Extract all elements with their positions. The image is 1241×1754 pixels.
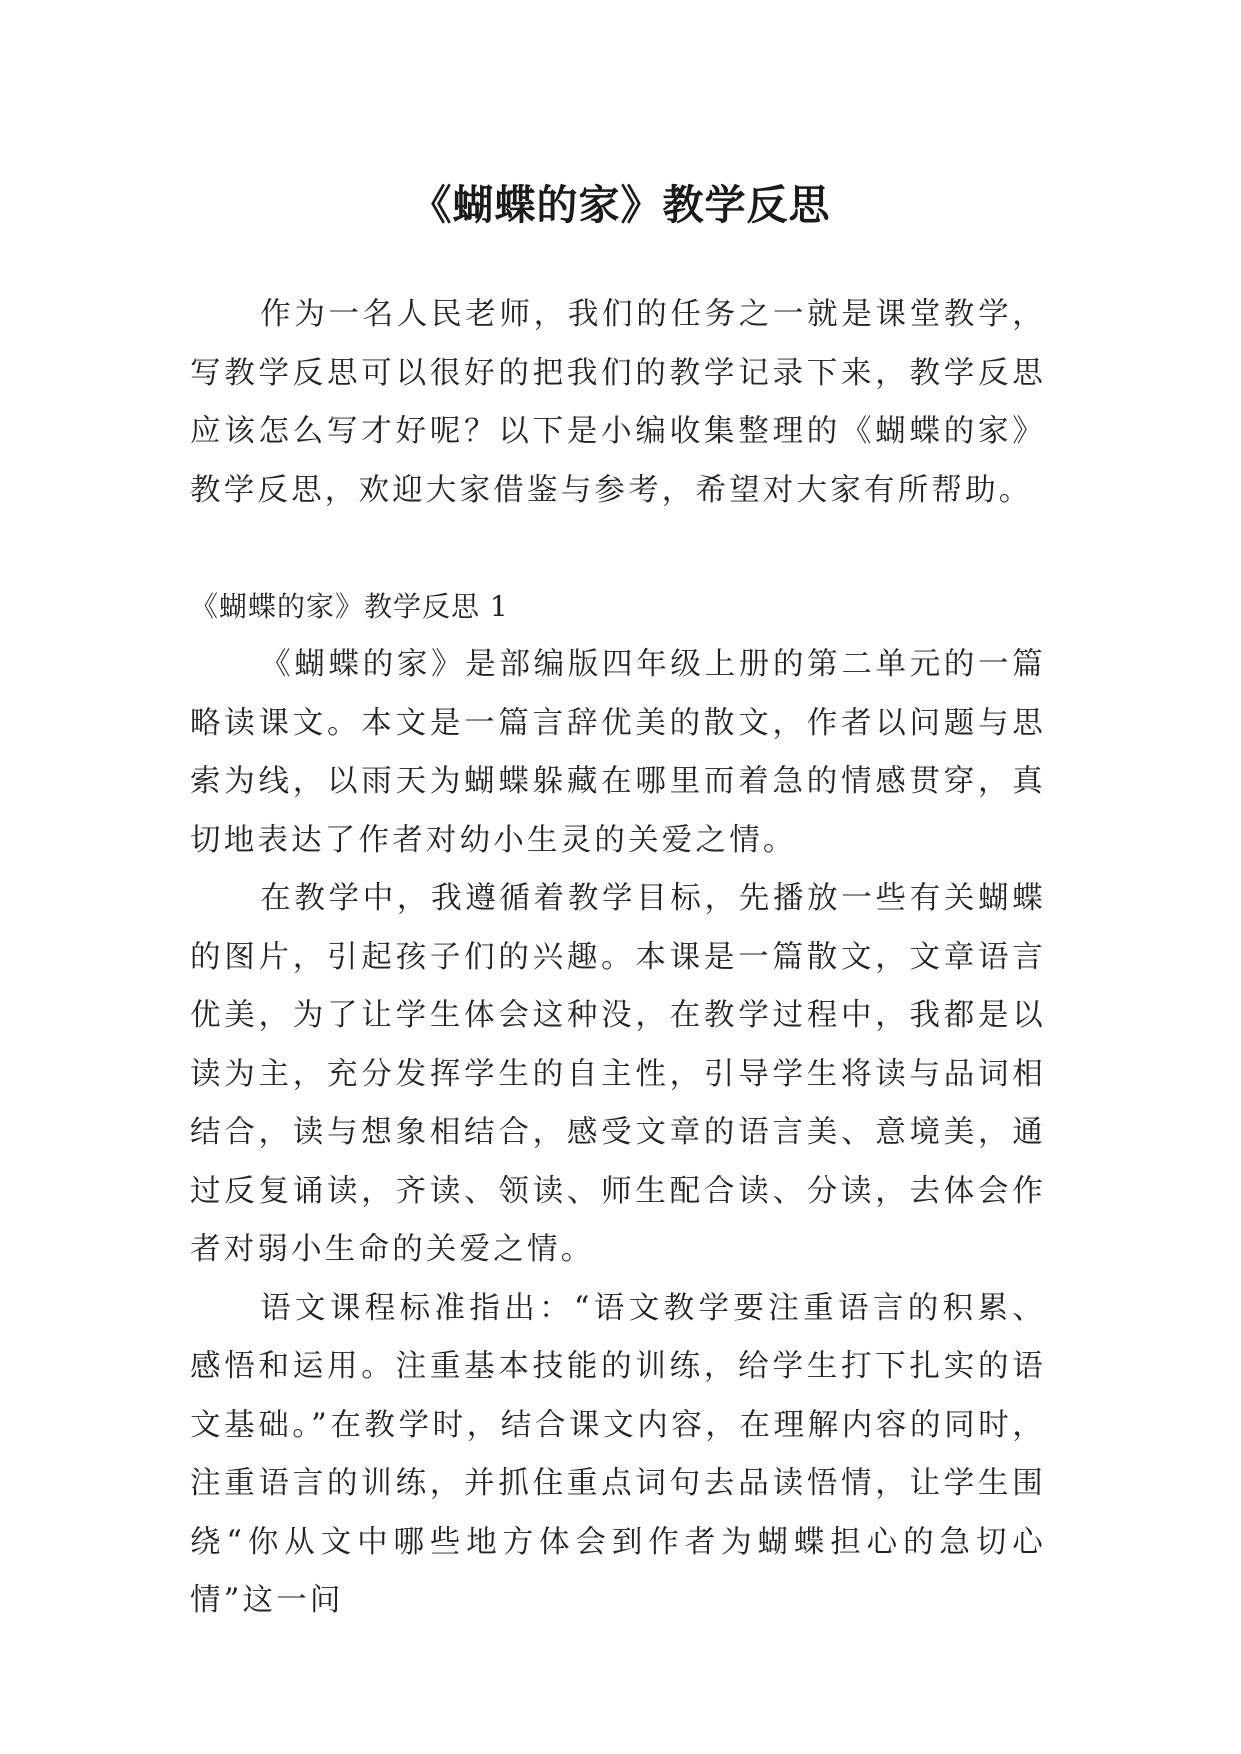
intro-paragraph: 作为一名人民老师，我们的任务之一就是课堂教学，写教学反思可以很好的把我们的教学记录下来，教学反思应该怎么写才好呢？以下是小编收集整理的《蝴蝶的家》教学反思，欢迎大家借鉴与参考，希望对大家有所帮助。 xyxy=(190,297,1046,508)
body-paragraph: 《蝴蝶的家》是部编版四年级上册的第二单元的一篇略读课文。本文是一篇言辞优美的散文，作者以问题与思索为线，以雨天为蝴蝶躲藏在哪里而着急的情感贯穿，真切地表达了作者对幼小生灵的关爱之情。 xyxy=(190,647,1046,858)
body-paragraph: 在教学中，我遵循着教学目标，先播放一些有关蝴蝶的图片，引起孩子们的兴趣。本课是一篇散文，文章语言优美，为了让学生体会这种没，在教学过程中，我都是以读为主，充分发挥学生的自主性，引导学生将读与品词相结合，读与想象相结合，感受文章的语言美、意境美，通过反复诵读，齐读、领读、师生配合读、分读，去体会作者对弱小生命的关爱之情。 xyxy=(190,881,1046,1267)
body-paragraph: 语文课程标准指出：“语文教学要注重语言的积累、感悟和运用。注重基本技能的训练，给学生打下扎实的语文基础。”在教学时，结合课文内容，在理解内容的同时，注重语言的训练，并抓住重点词句去品读悟情，让学生围绕“你从文中哪些地方体会到作者为蝴蝶担心的急切心情”这一问 xyxy=(190,1290,1046,1618)
section-heading: 《蝴蝶的家》教学反思 1 xyxy=(190,590,509,623)
document-title: 《蝴蝶的家》教学反思 xyxy=(410,181,831,230)
document-body xyxy=(190,286,1046,1631)
